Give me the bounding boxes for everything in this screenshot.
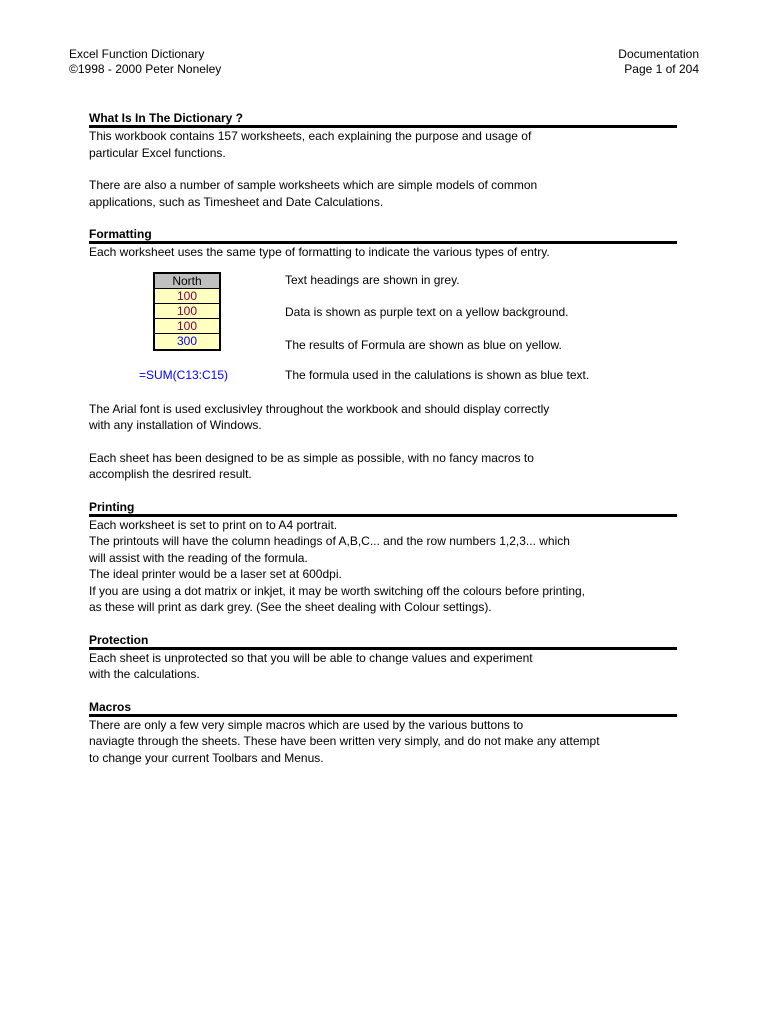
formula-example: =SUM(C13:C15) — [139, 367, 229, 382]
paragraph-line: accomplish the desrired result. — [89, 467, 252, 481]
section-dictionary — [89, 111, 677, 210]
section-title: Macros — [89, 700, 677, 717]
paragraph-line: The printouts will have the column headings of A,B,C... and the row numbers 1,2,3... which — [89, 534, 570, 548]
paragraph-line: Each sheet is unprotected so that you will be able to change values and experiment — [89, 650, 533, 665]
heading-cell: North — [155, 274, 219, 289]
paragraph-line: to change your current Toolbars and Menus. — [89, 750, 324, 765]
paragraph-line: This workbook contains 157 worksheets, each explaining the purpose and usage of — [89, 129, 532, 143]
heading-description: Text headings are shown in grey. — [285, 272, 460, 287]
page-number: Page 1 of 204 — [624, 62, 699, 76]
data-cell: 100 — [155, 319, 219, 334]
paragraph-line: with any installation of Windows. — [89, 418, 262, 432]
data-cell: 100 — [155, 304, 219, 319]
section-printing — [89, 500, 677, 616]
paragraph-line: with the calculations. — [89, 667, 200, 681]
paragraph-line: There are also a number of sample worksheets which are simple models of common — [89, 178, 538, 192]
copyright-line: ©1998 - 2000 Peter Noneley — [69, 62, 222, 76]
paragraph-line: as these will print as dark grey. (See the sheet dealing with Colour settings). — [89, 600, 492, 614]
section-title: Protection — [89, 633, 677, 650]
paragraph-line: Each sheet has been designed to be as simple as possible, with no fancy macros to — [89, 450, 534, 465]
page-header-right — [618, 47, 699, 77]
paragraph-line: There are only a few very simple macros which are used by the various buttons to — [89, 717, 524, 732]
section-title: What Is In The Dictionary ? — [89, 111, 677, 128]
result-description: The results of Formula are shown as blue on yellow. — [285, 337, 562, 352]
sample-cell-block — [153, 272, 221, 351]
paragraph-line: naviagte through the sheets. These have been written very simply, and do not make any attempt — [89, 734, 600, 748]
page-header-left — [69, 47, 221, 77]
data-description: Data is shown as purple text on a yellow background. — [285, 304, 569, 319]
paragraph-line: Each worksheet uses the same type of formatting to indicate the various types of entry. — [89, 245, 550, 259]
paragraph-line: applications, such as Timesheet and Date Calculations. — [89, 194, 384, 209]
paragraph-line: If you are using a dot matrix or inkjet, it may be worth switching off the colours before printing, — [89, 583, 586, 598]
section-title: Formatting — [89, 227, 677, 244]
section-formatting — [89, 227, 677, 483]
paragraph-line: The Arial font is used exclusivley throughout the workbook and should display correctly — [89, 401, 550, 416]
documentation-label: Documentation — [618, 47, 699, 61]
section-macros — [89, 700, 677, 767]
section-title: Printing — [89, 500, 677, 517]
data-cell: 100 — [155, 289, 219, 304]
paragraph-line: will assist with the reading of the formula. — [89, 550, 308, 565]
paragraph-line: Each worksheet is set to print on to A4 portrait. — [89, 517, 338, 532]
formula-description: The formula used in the calulations is shown as blue text. — [285, 367, 590, 382]
section-protection — [89, 633, 677, 683]
paragraph-line: particular Excel functions. — [89, 145, 226, 160]
result-cell: 300 — [155, 334, 219, 349]
formatting-example — [89, 272, 677, 392]
paragraph-line: The ideal printer would be a laser set at 600dpi. — [89, 567, 342, 581]
document-title: Excel Function Dictionary — [69, 47, 205, 61]
document-body — [89, 111, 677, 766]
